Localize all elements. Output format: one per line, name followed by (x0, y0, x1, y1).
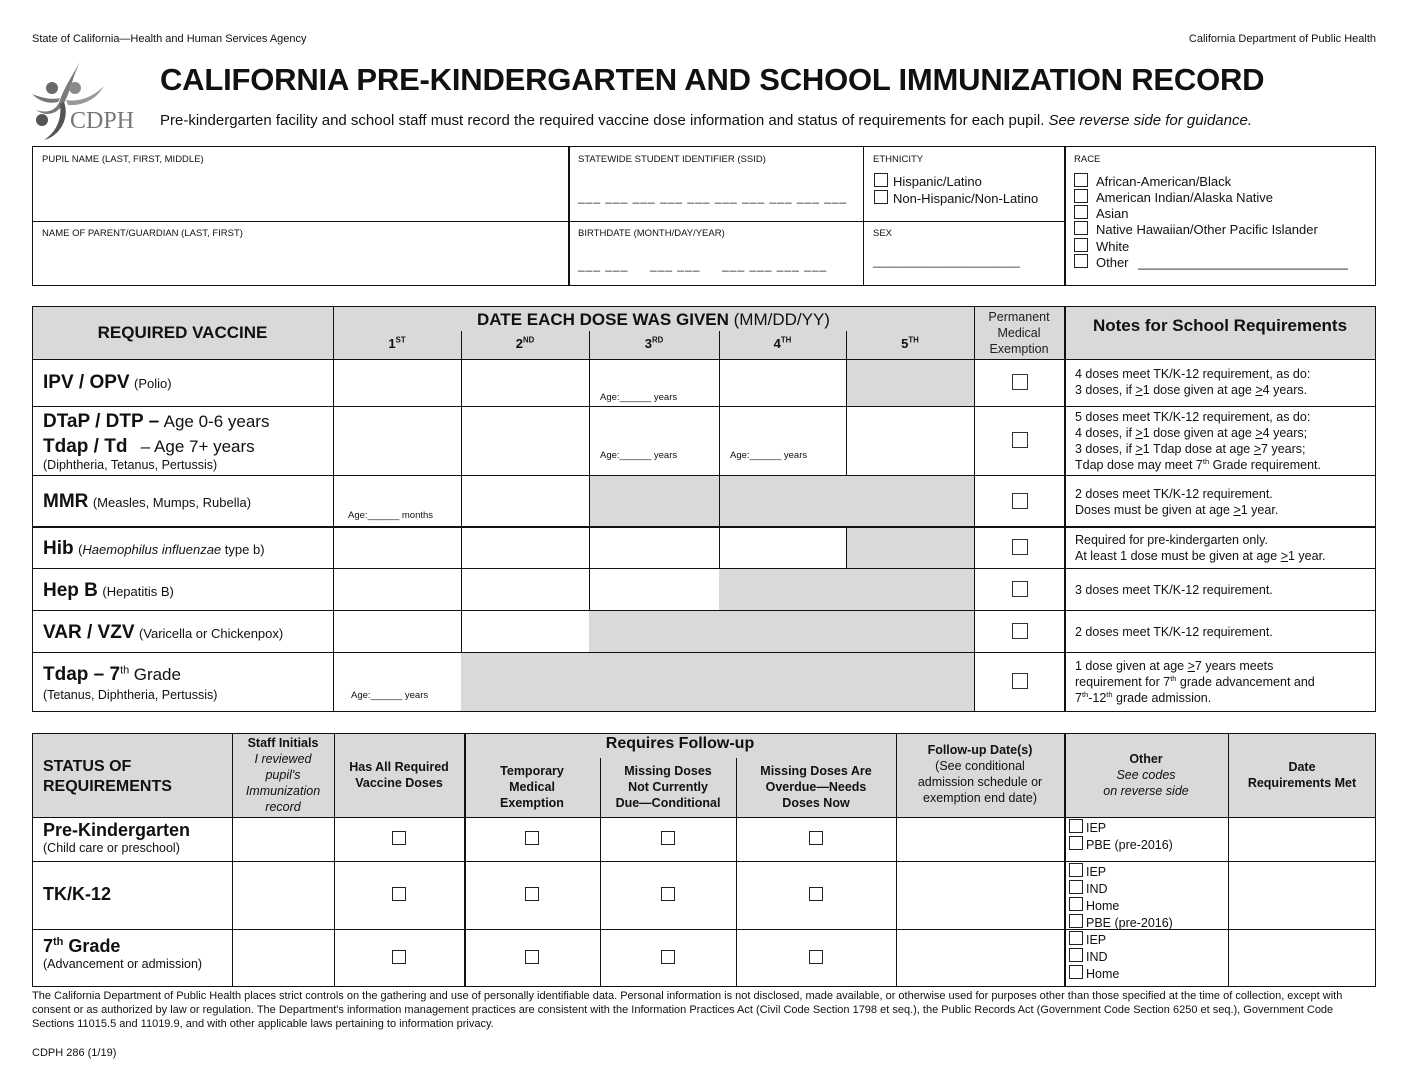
g7-other-options (1069, 931, 1119, 982)
col-has-all-doses: Has All Required Vaccine Doses (349, 760, 449, 790)
status-row-prek: Pre-Kindergarten (Child care or preschool) (43, 820, 191, 855)
col-other: Other See codes on reverse side (1103, 752, 1189, 798)
ssid-blanks: ___ ___ ___ ___ ___ ___ ___ ___ ___ ___ (578, 190, 848, 204)
race-option-native-hawaiian[interactable]: Native Hawaiian/Other Pacific Islander (1074, 221, 1318, 238)
birthdate-label: BIRTHDATE (MONTH/DAY/YEAR) (578, 228, 725, 239)
tdap7-dose1-age[interactable]: Age:______ years (351, 690, 429, 701)
mmr-exemption-checkbox[interactable] (1012, 493, 1033, 513)
checkbox[interactable] (1012, 623, 1028, 639)
department-name: California Department of Public Health (1188, 33, 1376, 45)
checkbox[interactable] (1074, 221, 1088, 235)
checkbox[interactable] (661, 950, 675, 964)
prek-missing-overdue-checkbox[interactable] (809, 831, 828, 849)
tk-missing-not-due-checkbox[interactable] (661, 887, 680, 905)
checkbox[interactable] (392, 831, 406, 845)
vaccine-name-mmr: MMR (Measles, Mumps, Rubella) (43, 491, 252, 512)
checkbox[interactable] (661, 887, 675, 901)
form-number: CDPH 286 (1/19) (32, 1047, 117, 1059)
tk-has-all-checkbox[interactable] (392, 887, 411, 905)
ethnicity-label: ETHNICITY (873, 154, 924, 165)
dtap-dose4-age[interactable]: Age:______ years (730, 450, 808, 461)
tdap7-notes: 1 dose given at age >7 years meets requirement for 7th grade advancement and 7th-12th grade admission. (1075, 659, 1315, 705)
sex-label: SEX (873, 228, 893, 239)
g7-other-ind[interactable]: IND (1069, 948, 1119, 965)
tk-missing-overdue-checkbox[interactable] (809, 887, 828, 905)
race-label: RACE (1074, 154, 1101, 165)
status-row-tk-k12: TK/K-12 (43, 884, 112, 904)
hepb-notes: 3 doses meet TK/K-12 requirement. (1075, 583, 1273, 597)
tk-other-iep[interactable]: IEP (1069, 863, 1173, 880)
checkbox[interactable] (1074, 173, 1088, 187)
race-option-asian[interactable]: Asian (1074, 205, 1129, 222)
tk-other-pbe[interactable]: PBE (pre-2016) (1069, 914, 1173, 931)
checkbox[interactable] (1012, 539, 1028, 555)
dtap-exemption-checkbox[interactable] (1012, 432, 1033, 452)
vaccine-name-ipv: IPV / OPV (Polio) (43, 372, 172, 393)
g7-temp-exemption-checkbox[interactable] (525, 950, 544, 968)
ipv-dose3-age[interactable]: Age:______ years (600, 392, 678, 403)
checkbox[interactable] (525, 831, 539, 845)
tdap7-exemption-checkbox[interactable] (1012, 673, 1033, 693)
form-title: CALIFORNIA PRE-KINDERGARTEN AND SCHOOL IMMUNIZATION RECORD (160, 62, 1265, 97)
checkbox[interactable] (874, 173, 888, 187)
checkbox[interactable] (1012, 673, 1028, 689)
prek-temp-exemption-checkbox[interactable] (525, 831, 544, 849)
vaccine-name-var: VAR / VZV (Varicella or Chickenpox) (43, 622, 284, 643)
cdph-logo-icon (30, 58, 140, 144)
mmr-dose1-age[interactable]: Age:______ months (348, 510, 434, 521)
prek-has-all-checkbox[interactable] (392, 831, 411, 849)
birthdate-blanks: ___ ___ ___ ___ ___ ___ ___ ___ (578, 258, 828, 272)
hepb-exemption-checkbox[interactable] (1012, 581, 1033, 601)
dtap-dose3-age[interactable]: Age:______ years (600, 450, 678, 461)
ssid-field[interactable] (570, 148, 862, 220)
privacy-statement: The California Department of Public Health places strict controls on the gathering and use of personally identifiable data. Personal information is not disclosed, made available, or otherwise used for purposes other than those specified at the time of collection, except with consent or as authorized by law or regulation. The Department's information management practices are consistent with the Information Practices Act (Civil Code Section 1798 et seq.), the Public Records Act (Government Code Section 6250 et seq.), Government Code Sections 11015.5 and 11019.9, and with other applicable laws pertaining to information privacy. (32, 990, 1343, 1030)
pupil-name-field[interactable] (34, 148, 566, 220)
col-dose-5: 5TH (901, 335, 919, 351)
parent-name-field[interactable] (34, 222, 566, 284)
race-option-white[interactable]: White (1074, 238, 1129, 255)
status-row-7th-grade: 7th Grade (Advancement or admission) (43, 936, 203, 971)
checkbox[interactable] (1012, 581, 1028, 597)
checkbox[interactable] (1012, 493, 1028, 509)
col-requires-followup: Requires Follow-up (605, 735, 755, 752)
checkbox[interactable] (392, 887, 406, 901)
col-followup-dates: Follow-up Date(s) (See conditional admission schedule or exemption end date) (917, 743, 1043, 805)
hib-exemption-checkbox[interactable] (1012, 539, 1033, 559)
col-missing-overdue: Missing Doses Are Overdue—Needs Doses Now (760, 764, 872, 810)
col-dose-3: 3RD (644, 335, 664, 351)
agency-name: State of California—Health and Human Services Agency (32, 33, 307, 45)
prek-other-options (1069, 819, 1173, 853)
checkbox[interactable] (809, 887, 823, 901)
parent-name-label: NAME OF PARENT/GUARDIAN (LAST, FIRST) (42, 228, 243, 239)
vaccine-sub-dtap: (Diphtheria, Tetanus, Pertussis) (43, 458, 218, 472)
prek-other-pbe[interactable]: PBE (pre-2016) (1069, 836, 1173, 853)
hib-notes: Required for pre-kindergarten only. At least 1 dose must be given at age >1 year. (1075, 533, 1326, 563)
col-status-of-requirements: STATUS OF REQUIREMENTS (43, 758, 172, 795)
svg-text:CDPH: CDPH (70, 108, 135, 134)
form-subtitle (160, 112, 1252, 129)
ipv-notes: 4 doses meet TK/K-12 requirement, as do: 3 doses, if >1 dose given at age >4 years. (1075, 367, 1311, 397)
ethnicity-section (865, 148, 1063, 220)
checkbox[interactable] (809, 950, 823, 964)
race-option-other[interactable]: Other _____________________________ (1074, 254, 1348, 271)
race-other-blank[interactable]: _____________________________ (1138, 255, 1348, 270)
subtitle-text: Pre-kindergarten facility and school staff must record the required vaccine dose information and status of requirements for each pupil. (160, 112, 1045, 129)
prek-missing-not-due-checkbox[interactable] (661, 831, 680, 849)
col-required-vaccine: REQUIRED VACCINE (97, 323, 268, 342)
ethnicity-option-non-hispanic[interactable]: Non-Hispanic/Non-Latino (874, 190, 1038, 207)
var-notes: 2 doses meet TK/K-12 requirement. (1075, 625, 1273, 639)
checkbox[interactable] (1074, 238, 1088, 252)
prek-other-iep[interactable]: IEP (1069, 819, 1173, 836)
subtitle-guidance: See reverse side for guidance. (1048, 112, 1252, 129)
vaccine-name-tdap-7th: Tdap – 7th Grade (43, 664, 181, 685)
checkbox[interactable] (1012, 432, 1028, 448)
ssid-label: STATEWIDE STUDENT IDENTIFIER (SSID) (578, 154, 766, 165)
vaccine-name-hepb: Hep B (Hepatitis B) (43, 580, 174, 601)
dtap-notes: 5 doses meet TK/K-12 requirement, as do: 4 doses, if >1 dose given at age >4 years; 3 doses, if >1 Tdap dose at age >7 years; Tdap dose may meet 7th Grade requirement. (1075, 410, 1321, 472)
checkbox[interactable] (1074, 254, 1088, 268)
mmr-notes: 2 doses meet TK/K-12 requirement. Doses must be given at age >1 year. (1075, 487, 1279, 517)
col-dose-1: 1ST (388, 335, 406, 351)
col-permanent-exemption: Permanent Medical Exemption (988, 310, 1050, 356)
checkbox[interactable] (525, 950, 539, 964)
checkbox[interactable] (874, 190, 888, 204)
vaccine-sub-tdap-7th: (Tetanus, Diphtheria, Pertussis) (43, 688, 218, 702)
var-exemption-checkbox[interactable] (1012, 623, 1033, 643)
col-dose-2: 2ND (515, 335, 535, 351)
col-date-header: DATE EACH DOSE WAS GIVEN (MM/DD/YY) (477, 310, 830, 329)
birthdate-field[interactable] (570, 222, 862, 284)
sex-blank: ______________________ (873, 254, 1020, 268)
col-staff-initials: Staff Initials I reviewed pupil's Immunization record (245, 736, 321, 814)
checkbox[interactable] (809, 831, 823, 845)
checkbox[interactable] (392, 950, 406, 964)
tk-other-ind[interactable]: IND (1069, 880, 1173, 897)
col-dose-4: 4TH (773, 335, 792, 351)
vaccine-name-dtap: DTaP / DTP – Age 0-6 years Tdap / Td – Age 7+ years (43, 411, 270, 457)
col-missing-not-due: Missing Doses Not Currently Due—Conditional (615, 764, 721, 810)
race-option-american-indian[interactable]: American Indian/Alaska Native (1074, 189, 1273, 206)
ethnicity-option-hispanic[interactable]: Hispanic/Latino (874, 173, 982, 190)
ipv-exemption-checkbox[interactable] (1012, 374, 1033, 394)
col-temp-exemption: Temporary Medical Exemption (500, 764, 564, 810)
tk-other-home[interactable]: Home (1069, 897, 1173, 914)
col-notes: Notes for School Requirements (1092, 316, 1348, 335)
checkbox[interactable] (1012, 374, 1028, 390)
g7-other-iep[interactable]: IEP (1069, 931, 1119, 948)
vaccine-name-hib: Hib (Haemophilus influenzae type b) (43, 538, 265, 559)
cdph-logo (30, 58, 140, 144)
col-date-met: Date Requirements Met (1247, 760, 1357, 790)
tk-other-options (1069, 863, 1173, 931)
race-option-african-american[interactable]: African-American/Black (1074, 173, 1231, 190)
g7-missing-overdue-checkbox[interactable] (809, 950, 828, 968)
pupil-name-label: PUPIL NAME (LAST, FIRST, MIDDLE) (42, 154, 204, 165)
race-section (1066, 148, 1374, 284)
checkbox[interactable] (525, 887, 539, 901)
checkbox[interactable] (1074, 205, 1088, 219)
checkbox[interactable] (1074, 189, 1088, 203)
g7-has-all-checkbox[interactable] (392, 950, 411, 968)
checkbox[interactable] (661, 831, 675, 845)
tk-temp-exemption-checkbox[interactable] (525, 887, 544, 905)
g7-missing-not-due-checkbox[interactable] (661, 950, 680, 968)
sex-field[interactable] (865, 222, 1063, 284)
g7-other-home[interactable]: Home (1069, 965, 1119, 982)
